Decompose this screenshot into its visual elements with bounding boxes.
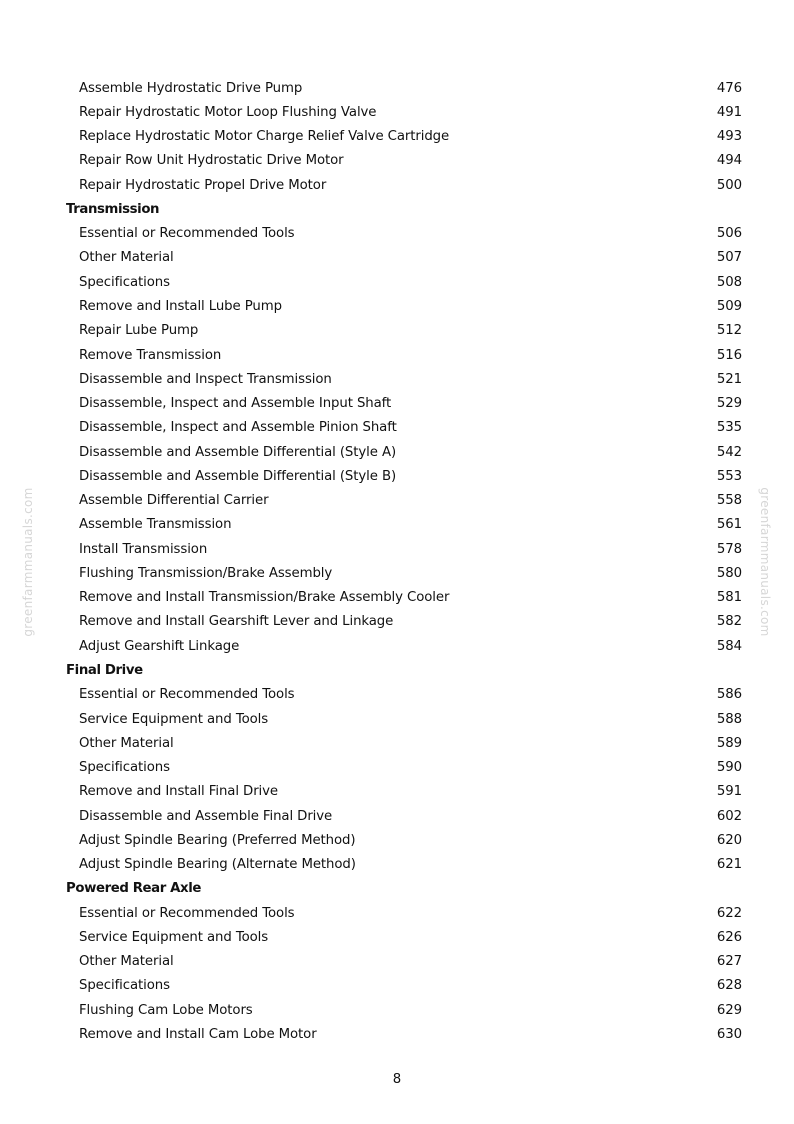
entry-page-number: 535	[716, 420, 742, 436]
toc-entry[interactable]	[66, 561, 742, 585]
toc-entry[interactable]	[66, 173, 742, 197]
entry-page-number: 516	[716, 347, 742, 363]
watermark-right: greenfarmmanuals.com	[758, 487, 772, 637]
toc-entry[interactable]	[66, 100, 742, 124]
entry-title: Install Transmission	[79, 541, 208, 557]
toc-entry[interactable]	[66, 828, 742, 852]
toc-entry[interactable]	[66, 610, 742, 634]
toc-entry[interactable]	[66, 294, 742, 318]
entry-title: Disassemble, Inspect and Assemble Pinion Shaft	[79, 420, 397, 436]
entry-page-number: 622	[716, 905, 742, 921]
entry-page-number: 508	[716, 274, 742, 290]
entry-page-number: 500	[716, 177, 742, 193]
entry-page-number: 529	[716, 396, 742, 412]
entry-page-number: 590	[716, 760, 742, 776]
entry-page-number: 580	[716, 565, 742, 581]
entry-title: Other Material	[79, 250, 174, 266]
entry-page-number: 476	[716, 80, 742, 96]
entry-page-number: 602	[716, 808, 742, 824]
toc-entry[interactable]	[66, 440, 742, 464]
entry-page-number: 630	[716, 1026, 742, 1042]
toc-entry[interactable]	[66, 319, 742, 343]
entry-title: Replace Hydrostatic Motor Charge Relief Valve Cartridge	[79, 129, 450, 145]
entry-title: Essential or Recommended Tools	[79, 905, 295, 921]
toc-section-heading	[66, 197, 742, 221]
entry-title: Specifications	[79, 978, 170, 994]
entry-title: Flushing Transmission/Brake Assembly	[79, 565, 333, 581]
entry-title: Remove and Install Lube Pump	[79, 299, 282, 315]
entry-title: Service Equipment and Tools	[79, 929, 269, 945]
entry-page-number: 584	[716, 638, 742, 654]
toc-entry[interactable]	[66, 1022, 742, 1046]
entry-page-number: 578	[716, 541, 742, 557]
entry-title: Remove and Install Final Drive	[79, 784, 279, 800]
table-of-contents	[66, 76, 742, 1047]
toc-entry[interactable]	[66, 634, 742, 658]
toc-entry[interactable]	[66, 586, 742, 610]
entry-page-number: 521	[716, 371, 742, 387]
entry-title: Essential or Recommended Tools	[79, 226, 295, 242]
entry-page-number: 493	[716, 129, 742, 145]
toc-entry[interactable]	[66, 513, 742, 537]
entry-title: Adjust Spindle Bearing (Alternate Method)	[79, 857, 356, 873]
toc-entry[interactable]	[66, 998, 742, 1022]
toc-entry[interactable]	[66, 925, 742, 949]
entry-title: Remove and Install Transmission/Brake Assembly Cooler	[79, 590, 450, 606]
entry-title: Disassemble and Assemble Differential (Style A)	[79, 444, 397, 460]
entry-title: Other Material	[79, 954, 174, 970]
toc-entry[interactable]	[66, 950, 742, 974]
entry-title: Adjust Spindle Bearing (Preferred Method)	[79, 832, 356, 848]
toc-entry[interactable]	[66, 683, 742, 707]
toc-entry[interactable]	[66, 464, 742, 488]
toc-entry[interactable]	[66, 149, 742, 173]
entry-page-number: 561	[716, 517, 742, 533]
entry-page-number: 589	[716, 735, 742, 751]
entry-title: Disassemble and Inspect Transmission	[79, 371, 332, 387]
entry-title: Remove Transmission	[79, 347, 222, 363]
toc-section-heading	[66, 877, 742, 901]
entry-page-number: 629	[716, 1002, 742, 1018]
toc-entry[interactable]	[66, 246, 742, 270]
entry-page-number: 621	[716, 857, 742, 873]
entry-page-number: 512	[716, 323, 742, 339]
entry-title: Adjust Gearshift Linkage	[79, 638, 240, 654]
entry-title: Flushing Cam Lobe Motors	[79, 1002, 253, 1018]
entry-page-number: 626	[716, 929, 742, 945]
entry-page-number: 509	[716, 299, 742, 315]
toc-entry[interactable]	[66, 391, 742, 415]
entry-title: Other Material	[79, 735, 174, 751]
entry-page-number: 553	[716, 468, 742, 484]
entry-title: Essential or Recommended Tools	[79, 687, 295, 703]
entry-title: Repair Hydrostatic Motor Loop Flushing Valve	[79, 104, 377, 120]
entry-page-number: 582	[716, 614, 742, 630]
entry-page-number: 558	[716, 493, 742, 509]
page-number: 8	[392, 1072, 402, 1087]
entry-page-number: 542	[716, 444, 742, 460]
entry-page-number: 591	[716, 784, 742, 800]
entry-title: Disassemble, Inspect and Assemble Input Shaft	[79, 396, 392, 412]
toc-entry[interactable]	[66, 780, 742, 804]
toc-entry[interactable]	[66, 416, 742, 440]
entry-title: Disassemble and Assemble Differential (Style B)	[79, 468, 397, 484]
toc-entry[interactable]	[66, 731, 742, 755]
entry-page-number: 507	[716, 250, 742, 266]
entry-page-number: 586	[716, 687, 742, 703]
entry-page-number: 494	[716, 153, 742, 169]
section-title: Transmission	[66, 201, 160, 217]
toc-entry[interactable]	[66, 343, 742, 367]
entry-title: Remove and Install Gearshift Lever and Linkage	[79, 614, 394, 630]
entry-page-number: 491	[716, 104, 742, 120]
toc-entry[interactable]	[66, 270, 742, 294]
entry-title: Specifications	[79, 274, 170, 290]
toc-entry[interactable]	[66, 707, 742, 731]
toc-entry[interactable]	[66, 804, 742, 828]
toc-entry[interactable]	[66, 537, 742, 561]
entry-page-number: 581	[716, 590, 742, 606]
entry-title: Repair Lube Pump	[79, 323, 199, 339]
toc-entry[interactable]	[66, 76, 742, 100]
entry-title: Repair Row Unit Hydrostatic Drive Motor	[79, 153, 344, 169]
entry-title: Assemble Transmission	[79, 517, 232, 533]
entry-title: Repair Hydrostatic Propel Drive Motor	[79, 177, 327, 193]
entry-page-number: 620	[716, 832, 742, 848]
section-title: Final Drive	[66, 663, 143, 678]
watermark-left: greenfarmmanuals.com	[21, 487, 35, 637]
entry-title: Assemble Hydrostatic Drive Pump	[79, 80, 303, 96]
toc-entry[interactable]	[66, 853, 742, 877]
section-title: Powered Rear Axle	[66, 881, 201, 897]
toc-entry[interactable]	[66, 901, 742, 925]
entry-title: Specifications	[79, 760, 170, 776]
entry-page-number: 628	[716, 978, 742, 994]
entry-page-number: 588	[716, 711, 742, 727]
toc-section-heading	[66, 658, 742, 682]
entry-title: Remove and Install Cam Lobe Motor	[79, 1026, 317, 1042]
toc-entry[interactable]	[66, 367, 742, 391]
toc-entry[interactable]	[66, 222, 742, 246]
toc-entry[interactable]	[66, 974, 742, 998]
entry-page-number: 627	[716, 954, 742, 970]
entry-title: Disassemble and Assemble Final Drive	[79, 808, 333, 824]
toc-entry[interactable]	[66, 755, 742, 779]
toc-entry[interactable]	[66, 489, 742, 513]
entry-title: Service Equipment and Tools	[79, 711, 269, 727]
entry-page-number: 506	[716, 226, 742, 242]
toc-entry[interactable]	[66, 125, 742, 149]
entry-title: Assemble Differential Carrier	[79, 493, 269, 509]
